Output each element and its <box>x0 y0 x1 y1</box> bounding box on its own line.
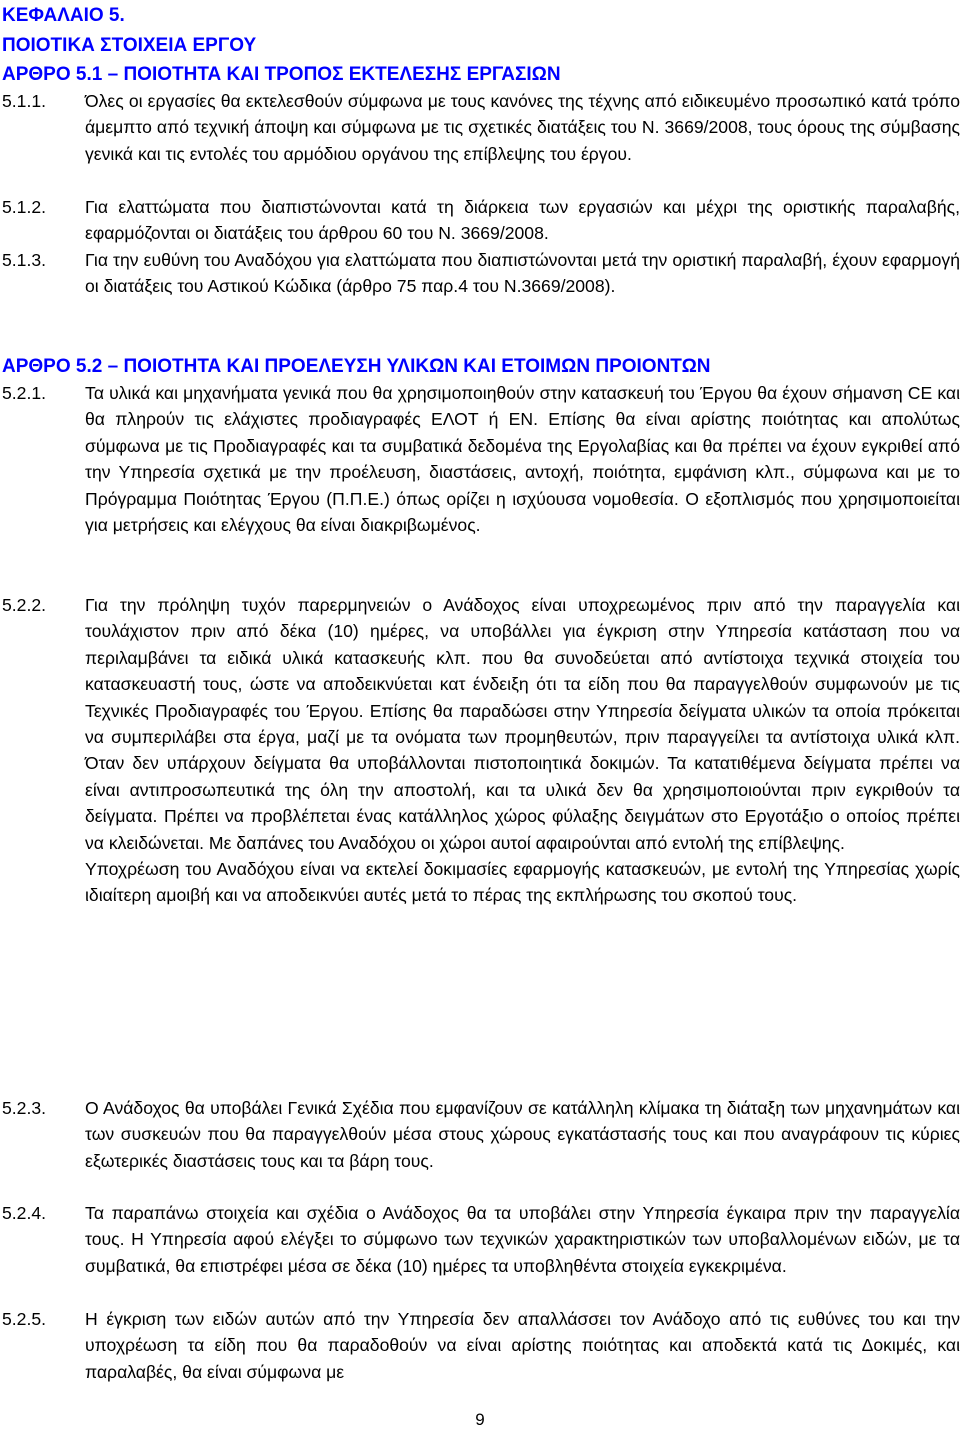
item-number: 5.1.1. <box>2 91 47 111</box>
article-heading: ΑΡΘΡΟ 5.2 – ΠΟΙΟΤΗΤΑ ΚΑΙ ΠΡΟΕΛΕΥΣΗ ΥΛΙΚΩΝ ΚΑΙ ΕΤΟΙΜΩΝ ΠΡΟΙΟΝΤΩΝ <box>2 356 711 377</box>
item-text: Για την ευθύνη του Αναδόχου για ελαττώματα που διαπιστώνονται μετά την οριστική παραλαβή, έχουν εφαρμογή οι διατάξεις του Αστικού Κώδικα (άρθρο 75 παρ.4 του Ν.3669/2008). <box>85 250 960 297</box>
item-text: Η έγκριση των ειδών αυτών από την Υπηρεσία δεν απαλλάσσει τον Ανάδοχο από τις ευθύνες του και την υποχρέωση τα είδη που θα παραδοθούν να είναι αρίστης ποιότητας και αποδεκτά κατά τις Δοκιμές, και παραλαβές, θα είναι σύμφωνα με <box>85 1309 960 1382</box>
item-paragraph: Υποχρέωση του Αναδόχου είναι να εκτελεί δοκιμασίες εφαρμογής κατασκευών, με εντολή της Υπηρεσίας χωρίς ιδιαίτερη αμοιβή και να αποδεικνύει αυτές μετά το πέρας της εκπλήρωσης του σκοπού τους. <box>85 859 960 906</box>
item-number: 5.2.1. <box>2 383 47 403</box>
item-text: Όλες οι εργασίες θα εκτελεσθούν σύμφωνα με τους κανόνες της τέχνης από ειδικευμένο προσωπικό κατά τρόπο άμεμπτο από τεχνική άποψη και σύμφωνα με τις σχετικές διατάξεις του Ν. 3669/2008, τους όρους της σύμβασης γενικά και τις εντολές του αρμόδιου οργάνου της επίβλεψης του έργου. <box>85 91 960 164</box>
item-text: Τα παραπάνω στοιχεία και σχέδια ο Ανάδοχος θα τα υποβάλει στην Υπηρεσία έγκαιρα πριν την παραγγελία τους. Η Υπηρεσία αφού ελέγξει το σύμφωνο των τεχνικών χαρακτηριστικών των υποβαλλομένων ειδών, με τα συμβατικά, θα επιστρέφει μέσα σε δέκα (10) ημέρες τα υποβληθέντα στοιχεία εγκεκριμένα. <box>85 1203 960 1276</box>
item-number: 5.2.3. <box>2 1098 47 1118</box>
item-text <box>85 592 960 909</box>
item-number: 5.1.3. <box>2 250 47 270</box>
chapter-title: ΠΟΙΟΤΙΚΑ ΣΤΟΙΧΕΙΑ ΕΡΓΟΥ <box>2 35 257 56</box>
item-text: Ο Ανάδοχος θα υποβάλει Γενικά Σχέδια που εμφανίζουν σε κατάλληλη κλίμακα τη διάταξη των μηχανημάτων και των συσκευών που θα παραγγελθούν μέσα στους χώρους εγκατάστασής τους και που αναγράφουν τις κύριες εξωτερικές διαστάσεις τους και τα βάρη τους. <box>85 1098 960 1171</box>
item-number: 5.2.2. <box>2 595 47 615</box>
item-paragraph: Για την πρόληψη τυχόν παρερμηνειών ο Ανάδοχος είναι υποχρεωμένος πριν από την παραγγελία και τουλάχιστον πριν από δέκα (10) ημέρες, να υποβάλλει για έγκριση στην Υπηρεσία κατάσταση που να περιλαμβάνει τα ειδικά υλικά κατασκευής κλπ. που θα συνοδεύεται από αντίστοιχα τεχνικά στοιχεία του κατασκευαστή τους, ώστε να αποδεικνύεται κατ ένδειξη ότι τα είδη που θα παραγγελθούν συμφωνούν με τις Τεχνικές Προδιαγραφές του Έργου. Επίσης θα παραδώσει στην Υπηρεσία δείγματα υλικών τα οποία πρόκειται να συμπεριλάβει στα έργα, μαζί με τα ονόματα των προμηθευτών, πριν παραγγείλει τα αντίστοιχα υλικά κλπ. Όταν δεν υπάρχουν δείγματα θα υποβάλλονται πιστοποιητικά δοκιμών. Τα κατατιθέμενα δείγματα πρέπει να είναι αντιπροσωπευτικά της όλη την αποστολή, και τα υλικά δεν θα χρησιμοποιούνται πριν εγκριθούν τα δείγματα. Πρέπει να προβλέπεται ένας κατάλληλος χώρος φύλαξης δειγμάτων στο Εργοτάξιο ο οποίος πρέπει να κλειδώνεται. Με δαπάνες του Αναδόχου οι χώροι αυτοί αφαιρούνται από εντολή της επίβλεψης. <box>85 595 960 853</box>
chapter-heading: ΚΕΦΑΛΑΙΟ 5. <box>2 5 125 26</box>
article-heading: ΑΡΘΡΟ 5.1 – ΠΟΙΟΤΗΤΑ ΚΑΙ ΤΡΟΠΟΣ ΕΚΤΕΛΕΣΗΣ ΕΡΓΑΣΙΩΝ <box>2 64 561 85</box>
item-text: Τα υλικά και μηχανήματα γενικά που θα χρησιμοποιηθούν στην κατασκευή του Έργου θα έχουν σήμανση CE και θα πληρούν τις ελάχιστες προδιαγραφές ΕΛΟΤ ή ΕΝ. Επίσης θα είναι αρίστης ποιότητας και απολύτως σύμφωνα με τις Προδιαγραφές και τα συμβατικά δεδομένα της Εργολαβίας και θα πρέπει να έχουν εγκριθεί από την Υπηρεσία σχετικά με την προέλευση, διαστάσεις, αντοχή, ποιότητα, εμφάνιση κλπ., σύμφωνα και με το Πρόγραμμα Ποιότητας Έργου (Π.Π.Ε.) όπως ορίζει η ισχύουσα νομοθεσία. Ο εξοπλισμός που χρησιμοποιείται για μετρήσεις και ελέγχους θα είναι διακριβωμένος. <box>85 383 960 536</box>
item-number: 5.2.4. <box>2 1203 47 1223</box>
page-number: 9 <box>475 1410 485 1429</box>
item-number: 5.2.5. <box>2 1309 47 1329</box>
item-number: 5.1.2. <box>2 197 47 217</box>
item-text: Για ελαττώματα που διαπιστώνονται κατά τη διάρκεια των εργασιών και μέχρι της οριστικής παραλαβής, εφαρμόζονται οι διατάξεις του άρθρου 60 του Ν. 3669/2008. <box>85 197 960 244</box>
